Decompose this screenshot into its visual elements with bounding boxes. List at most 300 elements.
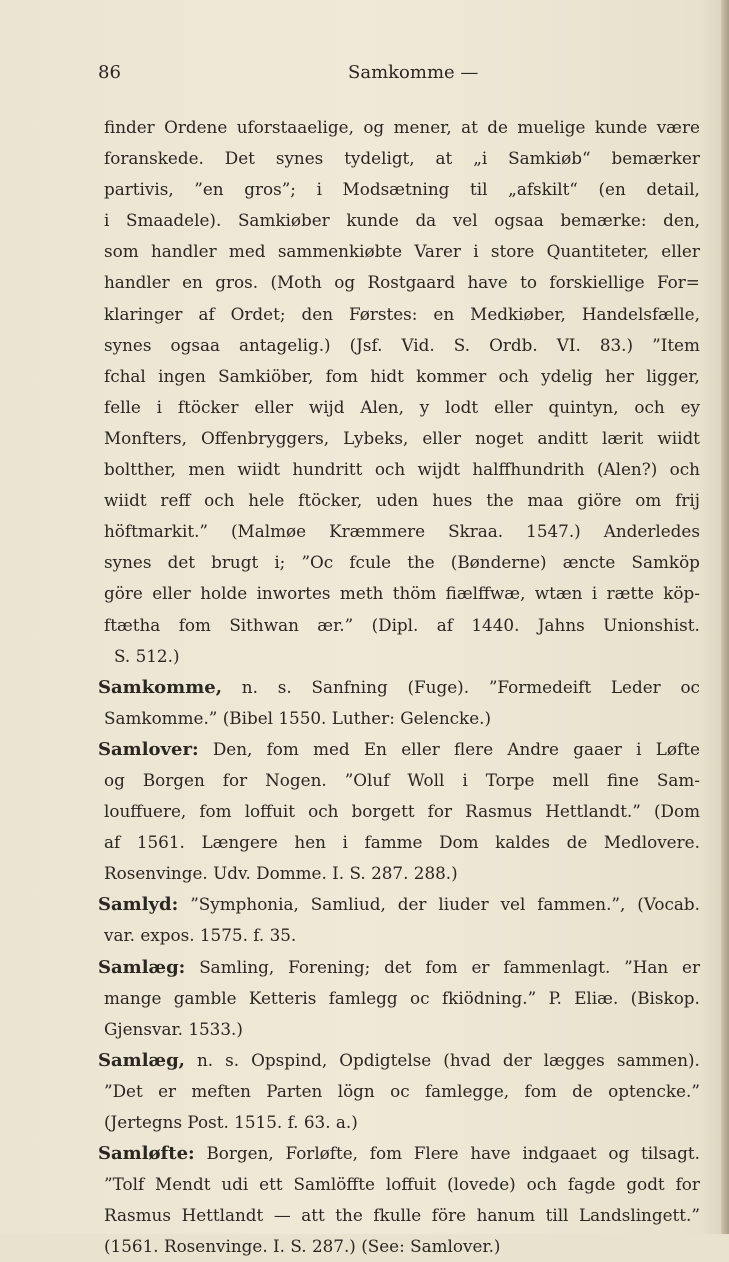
word: 35.	[269, 925, 297, 946]
word: fagde	[567, 1174, 616, 1195]
word: (Malmøe	[231, 521, 307, 542]
word: 83.)	[599, 334, 634, 355]
text-line	[98, 1045, 700, 1076]
word: loffuit	[244, 801, 295, 822]
word: expos.	[140, 925, 195, 946]
word: Andre	[507, 738, 559, 759]
body-text	[98, 112, 700, 1262]
word: de	[487, 117, 508, 137]
word: Rasmus	[104, 1205, 171, 1226]
word: 1533.)	[188, 1018, 243, 1039]
word: til	[470, 179, 488, 200]
word: (Fuge).	[407, 676, 470, 697]
word: Hettlandt	[181, 1205, 264, 1226]
word: fkiödning.”	[441, 987, 537, 1008]
word: handler	[150, 241, 217, 262]
word: i	[316, 179, 322, 200]
word: sammenkiøbte	[277, 241, 403, 262]
word: gros”;	[244, 179, 296, 200]
word: sammen).	[616, 1049, 700, 1070]
word: uforstaaelige,	[236, 117, 354, 137]
word: fcule	[349, 552, 392, 573]
word: (Alen?)	[596, 459, 658, 480]
word: ligger,	[646, 365, 700, 386]
word: i;	[274, 552, 286, 573]
word: f.	[287, 1112, 299, 1132]
word: inwortes	[256, 583, 331, 604]
word: 63.	[303, 1112, 331, 1132]
word: vel	[452, 210, 478, 231]
word: ”Oc	[301, 552, 334, 573]
word: have	[470, 1143, 511, 1164]
word: er	[158, 1080, 177, 1101]
word: Varer	[414, 241, 461, 262]
word: Samlæg,	[98, 1049, 185, 1071]
word: P.	[548, 987, 562, 1008]
word: och	[374, 459, 406, 480]
word: Lybeks,	[343, 427, 409, 448]
word: kunde	[346, 210, 399, 231]
word: for	[427, 801, 453, 822]
word: Samkiøber	[237, 210, 330, 231]
word: Torpe	[485, 769, 535, 790]
text-line	[104, 361, 700, 392]
text-line	[104, 547, 700, 578]
word: der	[397, 894, 427, 915]
text-line	[104, 1107, 700, 1138]
word: indgaaet	[522, 1143, 597, 1164]
word: Hettlandt.”	[545, 801, 641, 822]
word: höftmarkit.”	[104, 521, 208, 542]
word: Gelencke.)	[400, 707, 492, 728]
text-line	[104, 858, 700, 889]
word: och	[634, 396, 665, 417]
word: og	[104, 769, 125, 790]
word: Offenbryggers,	[201, 427, 330, 448]
word: med	[313, 738, 350, 759]
text-line	[104, 330, 700, 361]
word: for	[675, 1174, 700, 1195]
word: de	[566, 832, 588, 853]
word: da	[415, 210, 437, 231]
word: S.	[114, 645, 131, 666]
word: Sanfning	[311, 676, 388, 697]
word: liuder	[438, 894, 489, 915]
word: gaaer	[573, 738, 622, 759]
word: Kræmmere	[329, 521, 426, 542]
page-number: 86	[98, 62, 121, 83]
word: Skraa.	[448, 521, 504, 542]
word: fom	[369, 1143, 402, 1164]
word: och	[308, 801, 339, 822]
word: tydeligt,	[344, 148, 415, 169]
word: Løfte	[655, 738, 700, 759]
word: Samkomme.”	[104, 707, 218, 728]
word: reff	[160, 490, 191, 511]
text-line	[104, 392, 700, 423]
word: bemærke:	[560, 210, 647, 231]
word: (Dom	[653, 801, 700, 822]
text-line	[104, 1169, 700, 1200]
word: var.	[104, 925, 135, 946]
word: eller	[254, 396, 293, 417]
word: muelige	[517, 117, 586, 137]
word: hues	[432, 490, 473, 511]
word: ogsaa	[494, 210, 544, 231]
word: Udv.	[213, 863, 251, 884]
word: ftætha	[104, 614, 161, 635]
text-line	[104, 827, 700, 858]
word: og	[334, 272, 356, 293]
word: der	[502, 1049, 532, 1070]
text-line	[104, 112, 700, 143]
word: hanum	[476, 1205, 535, 1226]
word: Samlover:	[98, 738, 199, 760]
word: Unionshist.	[603, 614, 700, 635]
word: borgett	[351, 801, 415, 822]
word: Eliæ.	[574, 987, 619, 1008]
word: n.	[241, 676, 258, 697]
word: Ordene	[164, 117, 228, 137]
word: en	[433, 303, 455, 324]
word: (Bønderne)	[450, 552, 547, 573]
word: Domme.	[256, 863, 327, 884]
word: eller	[422, 427, 461, 448]
text-line	[104, 299, 700, 330]
word: to	[520, 272, 537, 293]
word: synes	[104, 334, 152, 355]
word: Førstes:	[349, 303, 418, 324]
word: udi	[221, 1174, 249, 1195]
word: ydelig	[541, 365, 593, 386]
word: den,	[663, 210, 700, 231]
word: Monfters,	[104, 427, 187, 448]
word: (lovede)	[447, 1174, 516, 1195]
word: Samkomme,	[98, 676, 222, 698]
word: Samløfte:	[98, 1143, 195, 1165]
word: at	[435, 148, 453, 169]
word: ”Han	[624, 956, 669, 977]
word: en	[182, 272, 203, 293]
word: være	[656, 117, 700, 137]
text-line	[104, 1014, 700, 1045]
word: (See:	[361, 1236, 405, 1257]
word: hen	[294, 832, 326, 853]
word: Flere	[413, 1143, 459, 1164]
word: y	[419, 396, 430, 417]
word: de	[572, 1080, 593, 1101]
word: have	[467, 272, 508, 293]
word: fiælffwæ,	[445, 583, 526, 604]
word: the	[407, 552, 435, 573]
word: Samliud,	[310, 894, 386, 915]
word: Borgen	[142, 769, 205, 790]
text-line	[98, 889, 700, 920]
word: eller	[493, 396, 533, 417]
word: Opspind,	[251, 1049, 328, 1070]
word: eller	[401, 738, 440, 759]
word: fom	[325, 365, 358, 386]
word: 1515.	[234, 1112, 283, 1132]
text-line	[98, 672, 700, 703]
text-line	[98, 734, 700, 765]
word: oc	[680, 676, 700, 697]
word: och	[526, 1174, 557, 1195]
word: Samlöffte	[293, 1174, 375, 1195]
word: rætte	[606, 583, 654, 604]
word: foranskede.	[104, 148, 204, 169]
word: hundritt	[292, 459, 363, 480]
word: vel	[500, 894, 526, 915]
word: Dom	[439, 832, 479, 853]
text-line	[104, 267, 700, 298]
word: for	[222, 769, 248, 790]
word: 1575.	[199, 925, 248, 946]
word: Ordb.	[489, 334, 538, 355]
word: och	[204, 490, 235, 511]
word: fchal	[104, 365, 146, 386]
word: Sam-	[656, 769, 700, 790]
word: wiidt	[104, 490, 147, 511]
word: thöm	[392, 583, 437, 604]
word: uden	[376, 490, 419, 511]
text-line	[98, 952, 700, 983]
word: af	[104, 832, 121, 853]
page-header	[98, 62, 689, 92]
word: s.	[225, 1049, 240, 1070]
word: hidt	[370, 365, 404, 386]
word: En	[363, 738, 387, 759]
word: Samköp	[631, 552, 700, 573]
word: boltther,	[104, 459, 176, 480]
word: For=	[656, 272, 700, 293]
word: köp-	[663, 583, 700, 604]
word: Jahns	[537, 614, 585, 635]
text-line	[104, 423, 700, 454]
word: lodt	[445, 396, 479, 417]
word: fine	[606, 769, 639, 790]
word: partivis,	[104, 179, 174, 200]
word: fom	[425, 956, 458, 977]
word: Samkiøb“	[508, 148, 591, 169]
text-line	[104, 1200, 700, 1231]
word: Forløfte,	[285, 1143, 359, 1164]
word: som	[104, 241, 139, 262]
word: holde	[200, 583, 248, 604]
word: Leder	[610, 676, 661, 697]
word: i	[104, 210, 110, 231]
text-line	[104, 205, 700, 236]
word: lægges	[543, 1049, 605, 1070]
word: a.)	[335, 1112, 358, 1132]
word: Gjensvar.	[104, 1018, 183, 1039]
word: Quantiteter,	[546, 241, 649, 262]
word: mell	[552, 769, 589, 790]
word: och	[669, 459, 700, 480]
word: the	[335, 1205, 363, 1226]
word: frij	[675, 490, 700, 511]
text-line	[104, 516, 700, 547]
word: Anderledes	[603, 521, 700, 542]
word: i	[156, 396, 163, 417]
word: her	[605, 365, 634, 386]
word: i	[636, 738, 642, 759]
word: ett	[259, 1174, 283, 1195]
word: æncte	[562, 552, 616, 573]
word: n.	[196, 1049, 214, 1070]
word: mener,	[393, 117, 452, 137]
word: gamble	[173, 987, 237, 1008]
word: Samkiöber,	[218, 365, 314, 386]
word: Længere	[201, 832, 278, 853]
word: godt	[626, 1174, 665, 1195]
word: till	[545, 1205, 569, 1226]
word: Post.	[187, 1112, 229, 1132]
word: fammen.”,	[537, 894, 626, 915]
word: giöre	[577, 490, 622, 511]
word: ”Det	[104, 1080, 143, 1101]
word: oc	[390, 1080, 410, 1101]
text-line	[104, 796, 700, 827]
text-line	[104, 236, 700, 267]
word: (Moth	[270, 272, 322, 293]
word: Handelsfælle,	[581, 303, 700, 324]
word: „afskilt“	[508, 179, 578, 200]
text-line	[104, 765, 700, 796]
word: er	[471, 956, 490, 977]
word: famlegg	[328, 987, 398, 1008]
word: att	[301, 1205, 325, 1226]
word: I.	[332, 863, 345, 884]
word: 1561.	[136, 832, 185, 853]
word: felle	[104, 396, 141, 417]
word: ftöcker	[177, 396, 239, 417]
word: wtæn	[534, 583, 583, 604]
word: Rosenvinge.	[163, 1236, 268, 1257]
word: ”Symphonia,	[190, 894, 299, 915]
word: Medkiøber,	[470, 303, 566, 324]
word: noget	[475, 427, 524, 448]
word: ær.”	[317, 614, 354, 635]
word: i	[342, 832, 348, 853]
word: af	[198, 303, 215, 324]
word: Nogen.	[265, 769, 327, 790]
word: Borgen,	[206, 1143, 274, 1164]
word: Rosenvinge.	[104, 863, 208, 884]
word: fom	[266, 738, 299, 759]
word: Opdigtelse	[339, 1049, 432, 1070]
word: anditt	[537, 427, 588, 448]
word: er	[682, 956, 700, 977]
word: synes	[275, 148, 324, 169]
word: at	[461, 117, 478, 137]
word: quintyn,	[548, 396, 619, 417]
text-line	[104, 1231, 700, 1262]
word: Landslingett.”	[579, 1205, 700, 1226]
word: Det	[224, 148, 255, 169]
word: ingen	[158, 365, 206, 386]
word: före	[431, 1205, 467, 1226]
word: forskiellige	[549, 272, 645, 293]
text-line	[104, 485, 700, 516]
word: i	[473, 241, 479, 262]
word: 287.)	[311, 1236, 356, 1257]
text-line	[104, 610, 700, 641]
word: 512.)	[135, 645, 180, 666]
text-line	[104, 983, 700, 1014]
word: ey	[680, 396, 700, 417]
word: wijdt	[417, 459, 460, 480]
word: 1550.	[278, 707, 327, 728]
word: (Dipl.	[371, 614, 419, 635]
word: the	[486, 490, 514, 511]
word: gros.	[215, 272, 259, 293]
word: bemærker	[611, 148, 700, 169]
word: af	[436, 614, 453, 635]
word: ftöcker,	[298, 490, 363, 511]
word: (Biskop.	[630, 987, 700, 1008]
word: optencke.”	[608, 1080, 700, 1101]
word: och	[498, 365, 529, 386]
running-head: Samkomme —	[348, 62, 479, 83]
word: s.	[277, 676, 292, 697]
word: wiidt	[657, 427, 700, 448]
word: synes	[104, 552, 152, 573]
word: (en	[598, 179, 626, 200]
word: lærit	[601, 427, 644, 448]
word: Rostgaard	[367, 272, 456, 293]
word: det	[384, 956, 412, 977]
text-line	[104, 703, 700, 734]
word: ”Formedeift	[488, 676, 592, 697]
word: Samling,	[199, 956, 275, 977]
word: 1440.	[471, 614, 520, 635]
word: Luther:	[331, 707, 395, 728]
word: famlegge,	[424, 1080, 510, 1101]
word: Vid.	[401, 334, 435, 355]
word: wiidt	[237, 459, 280, 480]
word: lögn	[337, 1080, 375, 1101]
word: Woll	[407, 769, 445, 790]
word: wijd	[308, 396, 345, 417]
word: 1547.)	[526, 521, 581, 542]
text-line	[104, 454, 700, 485]
word: og	[363, 117, 385, 137]
word: ”en	[194, 179, 224, 200]
word: VI.	[556, 334, 581, 355]
word: Den,	[212, 738, 253, 759]
word: fom	[524, 1080, 557, 1101]
word: (Jertegns	[104, 1112, 183, 1132]
word: hele	[248, 490, 285, 511]
text-line	[104, 641, 700, 672]
word: (1561.	[104, 1236, 159, 1257]
word: i	[462, 769, 468, 790]
word: klaringer	[104, 303, 183, 324]
word: fom	[178, 614, 211, 635]
word: om	[635, 490, 662, 511]
word: kunde	[594, 117, 648, 137]
text-line	[104, 174, 700, 205]
word: 288.)	[413, 863, 458, 884]
word: Modsætning	[342, 179, 450, 200]
word: meften	[191, 1080, 251, 1101]
text-line	[104, 143, 700, 174]
word: louffuere,	[104, 801, 187, 822]
word: store	[490, 241, 535, 262]
word: det	[167, 552, 195, 573]
word: handler	[104, 272, 170, 293]
